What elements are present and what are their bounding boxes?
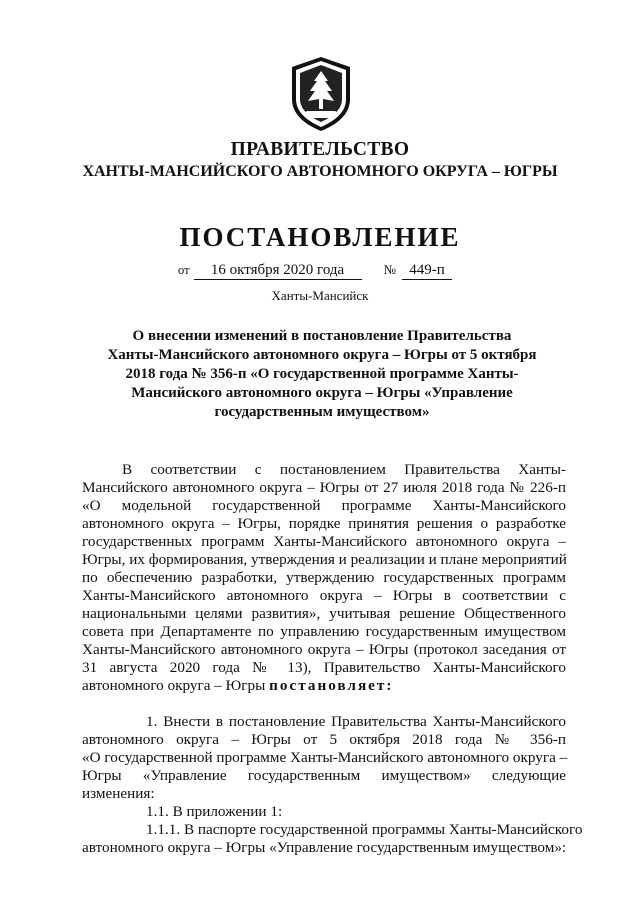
- document-date: 16 октября 2020 года: [194, 262, 362, 280]
- document-type: ПОСТАНОВЛЕНИЕ: [179, 222, 461, 252]
- item-1-line: «О государственной программе Ханты-Мансийского автономного округа –: [82, 749, 568, 766]
- item-1-1-1-line: 1.1.1. В паспорте государственной программы Ханты-Мансийского: [146, 821, 583, 838]
- preamble-line: 31 августа 2020 года № 13), Правительство Ханты-Мансийского: [82, 659, 566, 676]
- coat-of-arms-emblem: [286, 55, 356, 133]
- preamble-line: Ханты-Мансийского автономного округа – Югры в соответствии с: [82, 587, 566, 604]
- subject-line: Мансийского автономного округа – Югры «Управление: [131, 385, 513, 401]
- resolves-word: постановляет: [269, 677, 387, 694]
- item-1-line: Югры «Управление государственным имуществом» следующие: [82, 767, 566, 784]
- document-city: Ханты-Мансийск: [271, 288, 369, 303]
- preamble-line: по обеспечению разработки, утверждению государственных программ: [82, 569, 566, 586]
- subject-line: О внесении изменений в постановление Правительства: [132, 328, 512, 344]
- preamble-last-line: [82, 677, 566, 694]
- preamble-line: Югры, их формирования, утверждения и реализации и плане мероприятий: [82, 551, 567, 568]
- subject-line: 2018 года № 356-п «О государственной программе Ханты-: [125, 366, 519, 382]
- preamble-line: государственных программ Ханты-Мансийского автономного округа –: [82, 533, 566, 550]
- document-subject: [96, 327, 548, 422]
- document-number: 449-п: [402, 262, 452, 280]
- preamble-line: автономного округа – Югры, порядке принятия решения о разработке: [82, 515, 566, 532]
- emblem-icon: [286, 55, 356, 133]
- item-1-line: автономного округа – Югры от 5 октября 2018 года № 356-п: [82, 731, 566, 748]
- preamble-line: «О модельной государственной программе Ханты-Мансийского: [82, 497, 566, 514]
- preamble-line-text: автономного округа – Югры: [82, 677, 266, 694]
- item-1-line: 1. Внести в постановление Правительства Ханты-Мансийского: [146, 713, 566, 730]
- document-date-line: [178, 262, 452, 280]
- preamble-line: Ханты-Мансийского автономного округа – Югры (протокол заседания от: [82, 641, 566, 658]
- preamble-line: совета при Департаменте по управлению государственным имуществом: [82, 623, 566, 640]
- subject-line: Ханты-Мансийского автономного округа – Югры от 5 октября: [107, 347, 537, 363]
- preamble-line: Мансийского автономного округа – Югры от 27 июля 2018 года № 226-п: [82, 479, 566, 496]
- government-subtitle: ХАНТЫ-МАНСИЙСКОГО АВТОНОМНОГО ОКРУГА – ЮГРЫ: [82, 163, 558, 180]
- government-title: ПРАВИТЕЛЬСТВО: [230, 139, 410, 160]
- number-label: №: [383, 262, 396, 277]
- subject-line: государственным имуществом»: [214, 404, 430, 420]
- resolves-colon: :: [386, 677, 392, 694]
- from-label: от: [178, 263, 190, 277]
- preamble-line: В соответствии с постановлением Правительства Ханты-: [122, 461, 566, 478]
- item-1-1: 1.1. В приложении 1:: [146, 803, 283, 820]
- item-1-1-1-line: автономного округа – Югры «Управление государственным имуществом»:: [82, 839, 567, 856]
- item-1-line: изменения:: [82, 785, 155, 802]
- preamble-line: национальными целями развития», учитывая решение Общественного: [82, 605, 566, 622]
